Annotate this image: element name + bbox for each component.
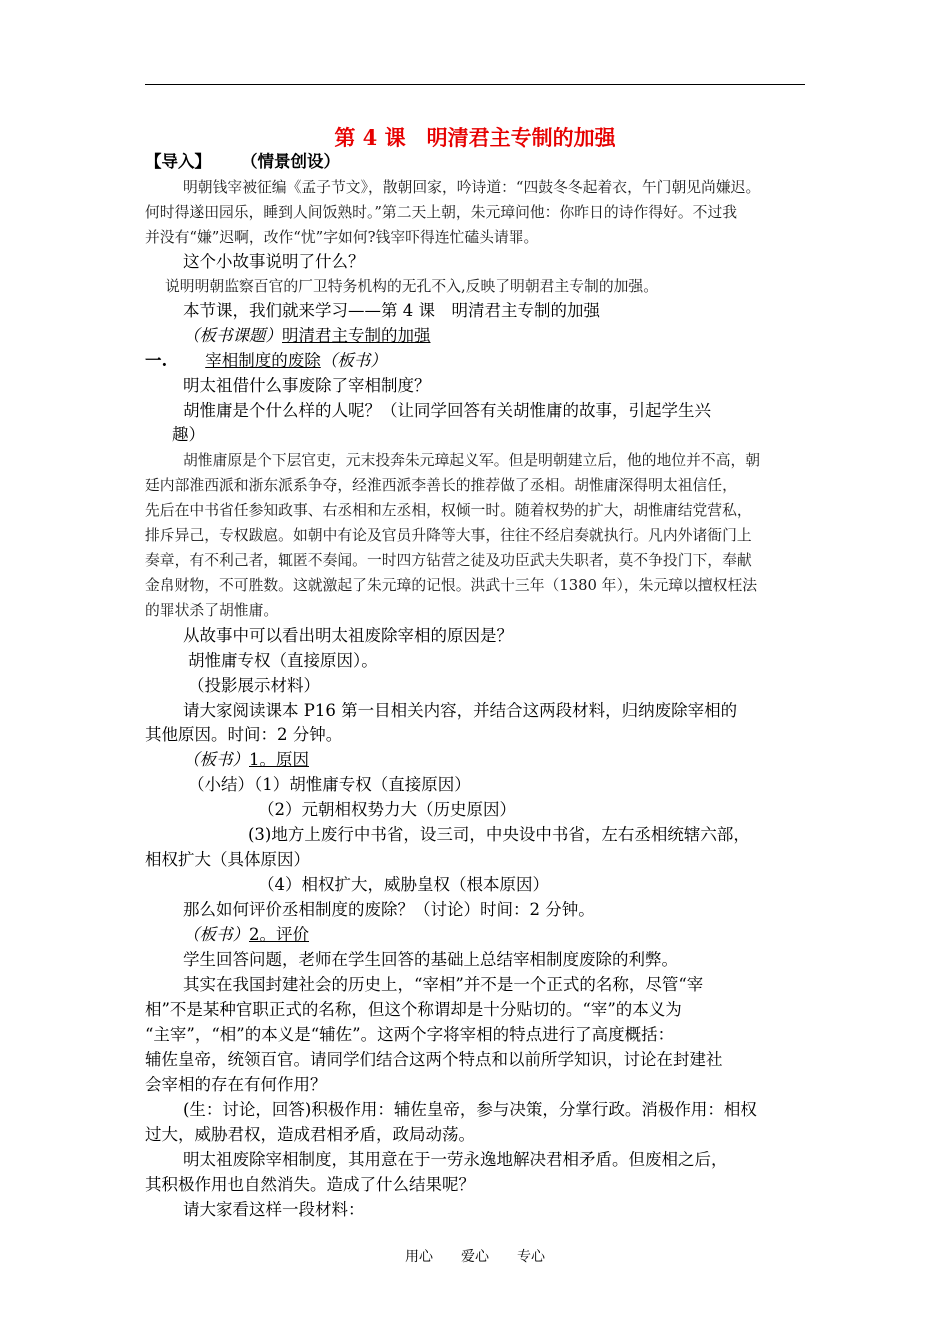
sub1-board: （板书） [183, 750, 249, 769]
evaluation-question: 那么如何评价丞相制度的废除？（讨论）时间：2 分钟。 [183, 900, 595, 919]
page-title: 第 4 课 明清君主专制的加强 [334, 125, 616, 150]
page-footer: 用心 爱心 专心 [405, 1249, 545, 1265]
paragraph-1: 学生回答问题，老师在学生回答的基础上总结宰相制度废除的利弊。 [183, 950, 678, 969]
reason-4: （4）相权扩大，威胁皇权（根本原因） [258, 875, 549, 894]
reason-1: （1）胡惟庸专权（直接原因） [254, 775, 471, 794]
section-heading [145, 349, 387, 373]
hu-line-1: 胡惟庸原是个下层官吏，元末投奔朱元璋起义军。但是明朝建立后，他的地位并不高，朝 [183, 452, 761, 469]
sub2-board: （板书） [183, 925, 249, 944]
question-2-line-1: 胡惟庸是个什么样的人呢？（让同学回答有关胡惟庸的故事，引起学生兴 [183, 401, 711, 420]
paragraph-4-line-1: 明太祖废除宰相制度，其用意在于一劳永逸地解决君相矛盾。但废相之后， [183, 1150, 728, 1169]
subheading-reasons [183, 748, 309, 772]
intro-lesson: 本节课，我们就来学习——第 4 课 明清君主专制的加强 [183, 301, 600, 320]
section-board: （板书） [320, 351, 387, 370]
paragraph-2-line-4: 辅佐皇帝，统领百官。请同学们结合这两个特点和以前所学知识，讨论在封建社 [145, 1050, 723, 1069]
intro-question: 这个小故事说明了什么？ [183, 252, 365, 271]
read-instruction-2: 其他原因。时间：2 分钟。 [145, 725, 343, 744]
reason-answer: 胡惟庸专权（直接原因）。 [188, 651, 378, 670]
paragraph-2-line-5: 会宰相的存在有何作用？ [145, 1075, 327, 1094]
section-title: 宰相制度的废除 [205, 351, 321, 370]
hu-line-4: 排斥异己，专权跋扈。如朝中有论及官员升降等大事，往往不经启奏就执行。凡内外诸衙门上 [145, 527, 752, 544]
projection-note: （投影展示材料） [188, 676, 320, 695]
intro-label-text: 【导入】 [145, 152, 211, 171]
hu-line-6: 金帛财物，不可胜数。这就激起了朱元璋的记恨。洪武十三年（1380 年），朱元璋以擅权枉法 [145, 577, 758, 594]
hu-line-7: 的罪状杀了胡惟庸。 [145, 602, 279, 619]
reason-3-line-2: 相权扩大（具体原因） [145, 850, 310, 869]
header-rule [145, 84, 805, 85]
story-line-3: 并没有“嫌”迟啊，改作“忧”字如何?钱宰吓得连忙磕头请罪。 [145, 229, 539, 246]
intro-label [145, 150, 340, 174]
sub1-title: 1。原因 [249, 750, 309, 769]
paragraph-4-line-2: 其积极作用也自然消失。造成了什么结果呢？ [145, 1175, 475, 1194]
subheading-evaluation [183, 923, 309, 947]
story-line-1: 明朝钱宰被征编《孟子节文》，散朝回家，吟诗道：“四鼓冬冬起着衣，午门朝见尚嫌迟。 [183, 179, 761, 196]
reason-2: （2）元朝相权势力大（历史原因） [258, 800, 516, 819]
paragraph-3-line-1: (生：讨论，回答)积极作用：辅佐皇帝，参与决策，分掌行政。消极作用：相权 [183, 1100, 757, 1119]
hu-line-3: 先后在中书省任参知政事、右丞相和左丞相，权倾一时。随着权势的扩大，胡惟庸结党营私， [145, 502, 752, 519]
reason-3-line-1: (3)地方上废行中书省，设三司，中央设中书省，左右丞相统辖六部， [248, 825, 750, 844]
question-2-line-2: 趣） [172, 425, 205, 444]
story-line-2: 何时得遂田园乐，睡到人间饭熟时。”第二天上朝，朱元璋问他：你昨日的诗作得好。不过我 [145, 204, 738, 221]
paragraph-2-line-2: 相”不是某种官职正式的名称，但这个称谓却是十分贴切的。“宰”的本义为 [145, 1000, 682, 1019]
paragraph-2-line-3: “主宰”，“相”的本义是“辅佐”。这两个字将宰相的特点进行了高度概括： [145, 1025, 675, 1044]
board-label: （板书课题） [183, 326, 282, 345]
hu-line-5: 奏章，有不利己者，辄匿不奏闻。一时四方钻营之徒及功臣武夫失职者，莫不争投门下，奉献 [145, 552, 752, 569]
hu-line-2: 廷内部淮西派和浙东派系争夺，经淮西派李善长的推荐做了丞相。胡惟庸深得明太祖信任， [145, 477, 737, 494]
sub2-title: 2。评价 [249, 925, 309, 944]
paragraph-2-line-1: 其实在我国封建社会的历史上，“宰相”并不是一个正式的名称，尽管“宰 [183, 975, 704, 994]
summary-line-1 [188, 773, 471, 797]
board-title: 明清君主专制的加强 [282, 326, 431, 345]
intro-sub: （情景创设） [241, 152, 340, 171]
section-number: 一. [145, 351, 168, 370]
board-title-line [183, 324, 431, 348]
reason-question: 从故事中可以看出明太祖废除宰相的原因是？ [183, 626, 513, 645]
paragraph-5: 请大家看这样一段材料： [183, 1200, 365, 1219]
paragraph-3-line-2: 过大，威胁君权，造成君相矛盾，政局动荡。 [145, 1125, 475, 1144]
summary-label: （小结） [188, 775, 254, 794]
intro-answer: 说明明朝监察百官的厂卫特务机构的无孔不入,反映了明朝君主专制的加强。 [165, 278, 659, 295]
read-instruction-1: 请大家阅读课本 P16 第一目相关内容，并结合这两段材料，归纳废除宰相的 [183, 701, 738, 720]
question-1: 明太祖借什么事废除了宰相制度？ [183, 376, 431, 395]
